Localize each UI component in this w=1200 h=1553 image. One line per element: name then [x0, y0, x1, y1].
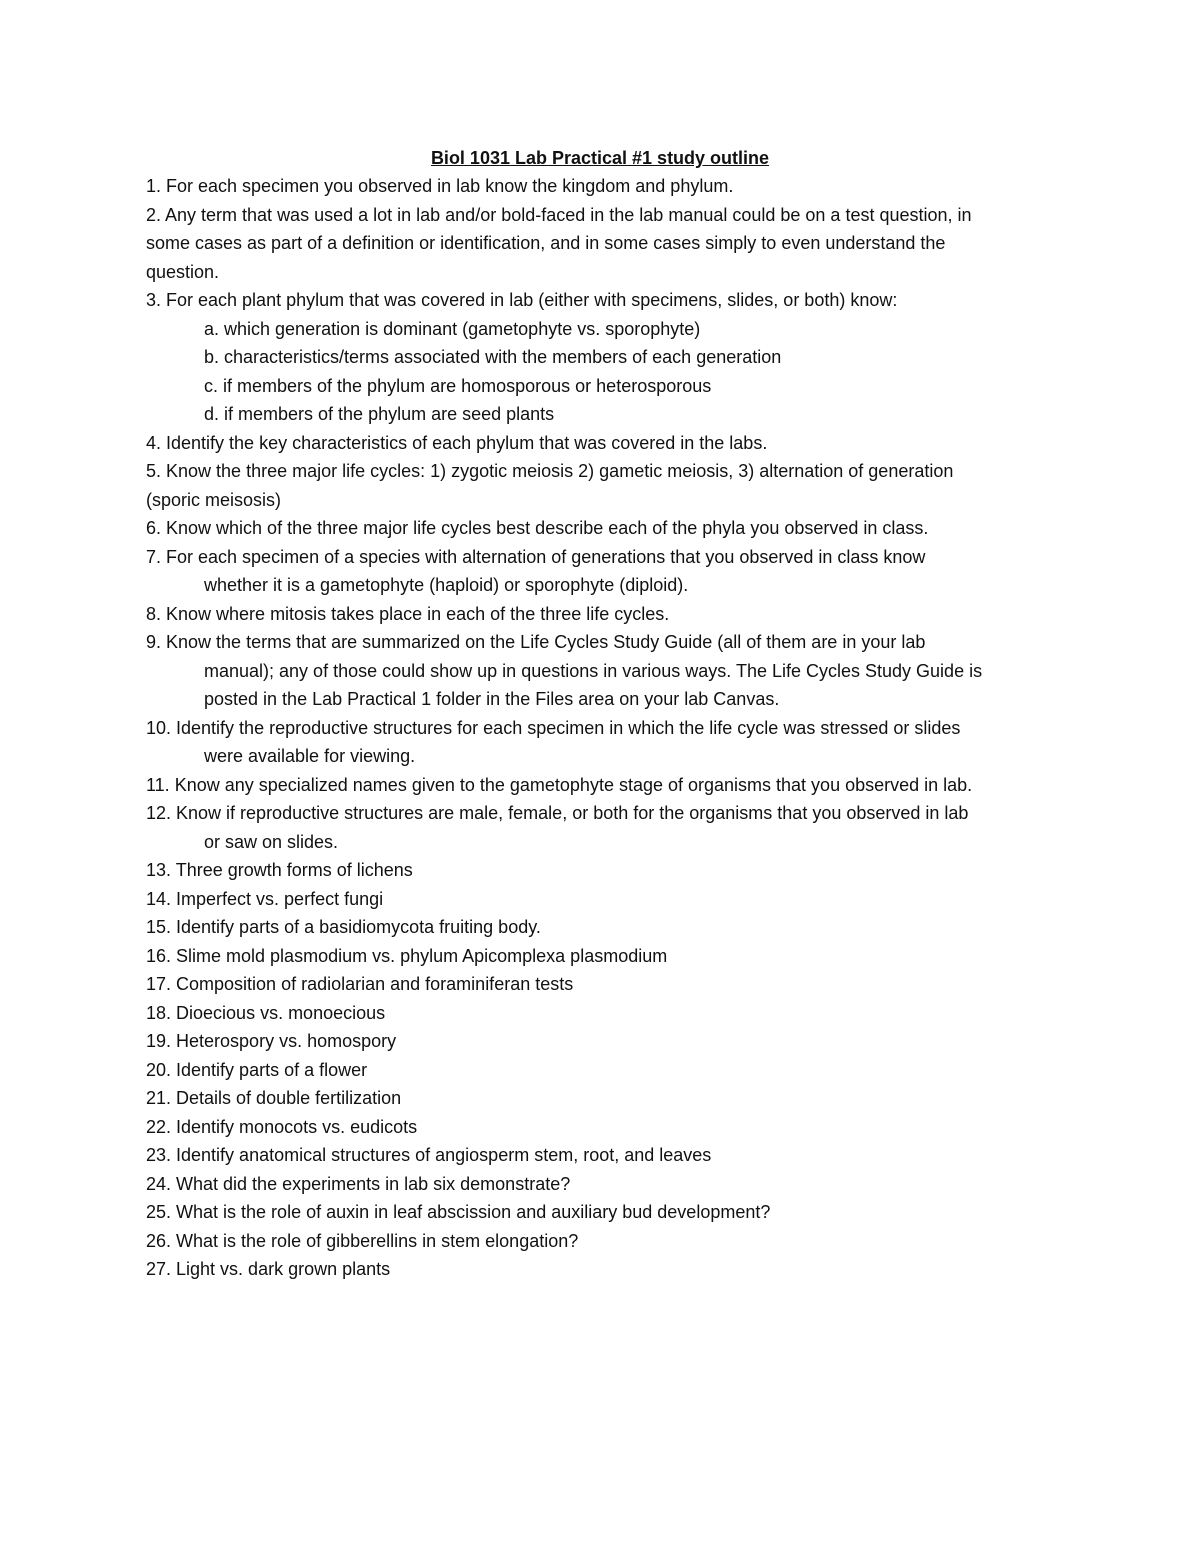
outline-line: 16. Slime mold plasmodium vs. phylum Apicomplexa plasmodium — [146, 945, 668, 966]
outline-subline: or saw on slides. — [204, 831, 339, 852]
outline-line: 17. Composition of radiolarian and foraminiferan tests — [146, 974, 574, 994]
study-outline-list — [146, 172, 1066, 1284]
outline-line: 22. Identify monocots vs. eudicots — [146, 1116, 418, 1137]
outline-line: 7. For each specimen of a species with alternation of generations that you observed in class know — [146, 546, 926, 567]
outline-line: 11. Know any specialized names given to the gametophyte stage of organisms that you observed in lab. — [146, 774, 973, 795]
outline-line: 20. Identify parts of a flower — [146, 1059, 368, 1080]
outline-line: 23. Identify anatomical structures of angiosperm stem, root, and leaves — [146, 1145, 712, 1165]
outline-line: 13. Three growth forms of lichens — [146, 860, 413, 880]
outline-subline: were available for viewing. — [204, 746, 416, 766]
outline-line: 8. Know where mitosis takes place in each of the three life cycles. — [146, 603, 670, 624]
outline-line: 4. Identify the key characteristics of each phylum that was covered in the labs. — [146, 432, 768, 453]
outline-line: 1. For each specimen you observed in lab know the kingdom and phylum. — [146, 176, 734, 196]
outline-subline: b. characteristics/terms associated with the members of each generation — [204, 347, 782, 367]
outline-subline: posted in the Lab Practical 1 folder in the Files area on your lab Canvas. — [204, 689, 780, 709]
outline-subline: c. if members of the phylum are homosporous or heterosporous — [204, 375, 712, 396]
outline-subline: d. if members of the phylum are seed plants — [204, 404, 555, 424]
outline-line: 10. Identify the reproductive structures for each specimen in which the life cycle was stressed or slides — [146, 717, 961, 738]
document-title: Biol 1031 Lab Practical #1 study outline — [430, 148, 770, 168]
outline-subline: manual); any of those could show up in questions in various ways. The Life Cycles Study Guide is — [204, 660, 983, 681]
outline-line: 27. Light vs. dark grown plants — [146, 1259, 391, 1279]
outline-line: 25. What is the role of auxin in leaf abscission and auxiliary bud development? — [146, 1202, 771, 1222]
outline-line: some cases as part of a definition or identification, and in some cases simply to even understand the — [146, 233, 946, 253]
outline-line: 19. Heterospory vs. homospory — [146, 1031, 397, 1051]
outline-line: (sporic meisosis) — [146, 489, 282, 510]
outline-line: 24. What did the experiments in lab six demonstrate? — [146, 1173, 571, 1194]
outline-line: 9. Know the terms that are summarized on the Life Cycles Study Guide (all of them are in your lab — [146, 632, 926, 652]
outline-line: 26. What is the role of gibberellins in stem elongation? — [146, 1230, 579, 1251]
outline-line: 6. Know which of the three major life cycles best describe each of the phyla you observed in class. — [146, 518, 929, 538]
outline-line: 12. Know if reproductive structures are male, female, or both for the organisms that you observed in lab — [146, 803, 969, 823]
outline-subline: a. which generation is dominant (gametophyte vs. sporophyte) — [204, 318, 701, 339]
outline-line: 3. For each plant phylum that was covered in lab (either with specimens, slides, or both) know: — [146, 290, 898, 310]
outline-line: 21. Details of double fertilization — [146, 1088, 402, 1108]
outline-line: 2. Any term that was used a lot in lab and/or bold-faced in the lab manual could be on a test question, in — [146, 204, 972, 225]
outline-line: 5. Know the three major life cycles: 1) zygotic meiosis 2) gametic meiosis, 3) alternation of generation — [146, 461, 954, 481]
outline-subline: whether it is a gametophyte (haploid) or sporophyte (diploid). — [204, 575, 689, 595]
outline-line: 18. Dioecious vs. monoecious — [146, 1002, 386, 1023]
outline-line: 14. Imperfect vs. perfect fungi — [146, 888, 384, 909]
outline-line: 15. Identify parts of a basidiomycota fruiting body. — [146, 917, 541, 937]
outline-line: question. — [146, 261, 220, 282]
